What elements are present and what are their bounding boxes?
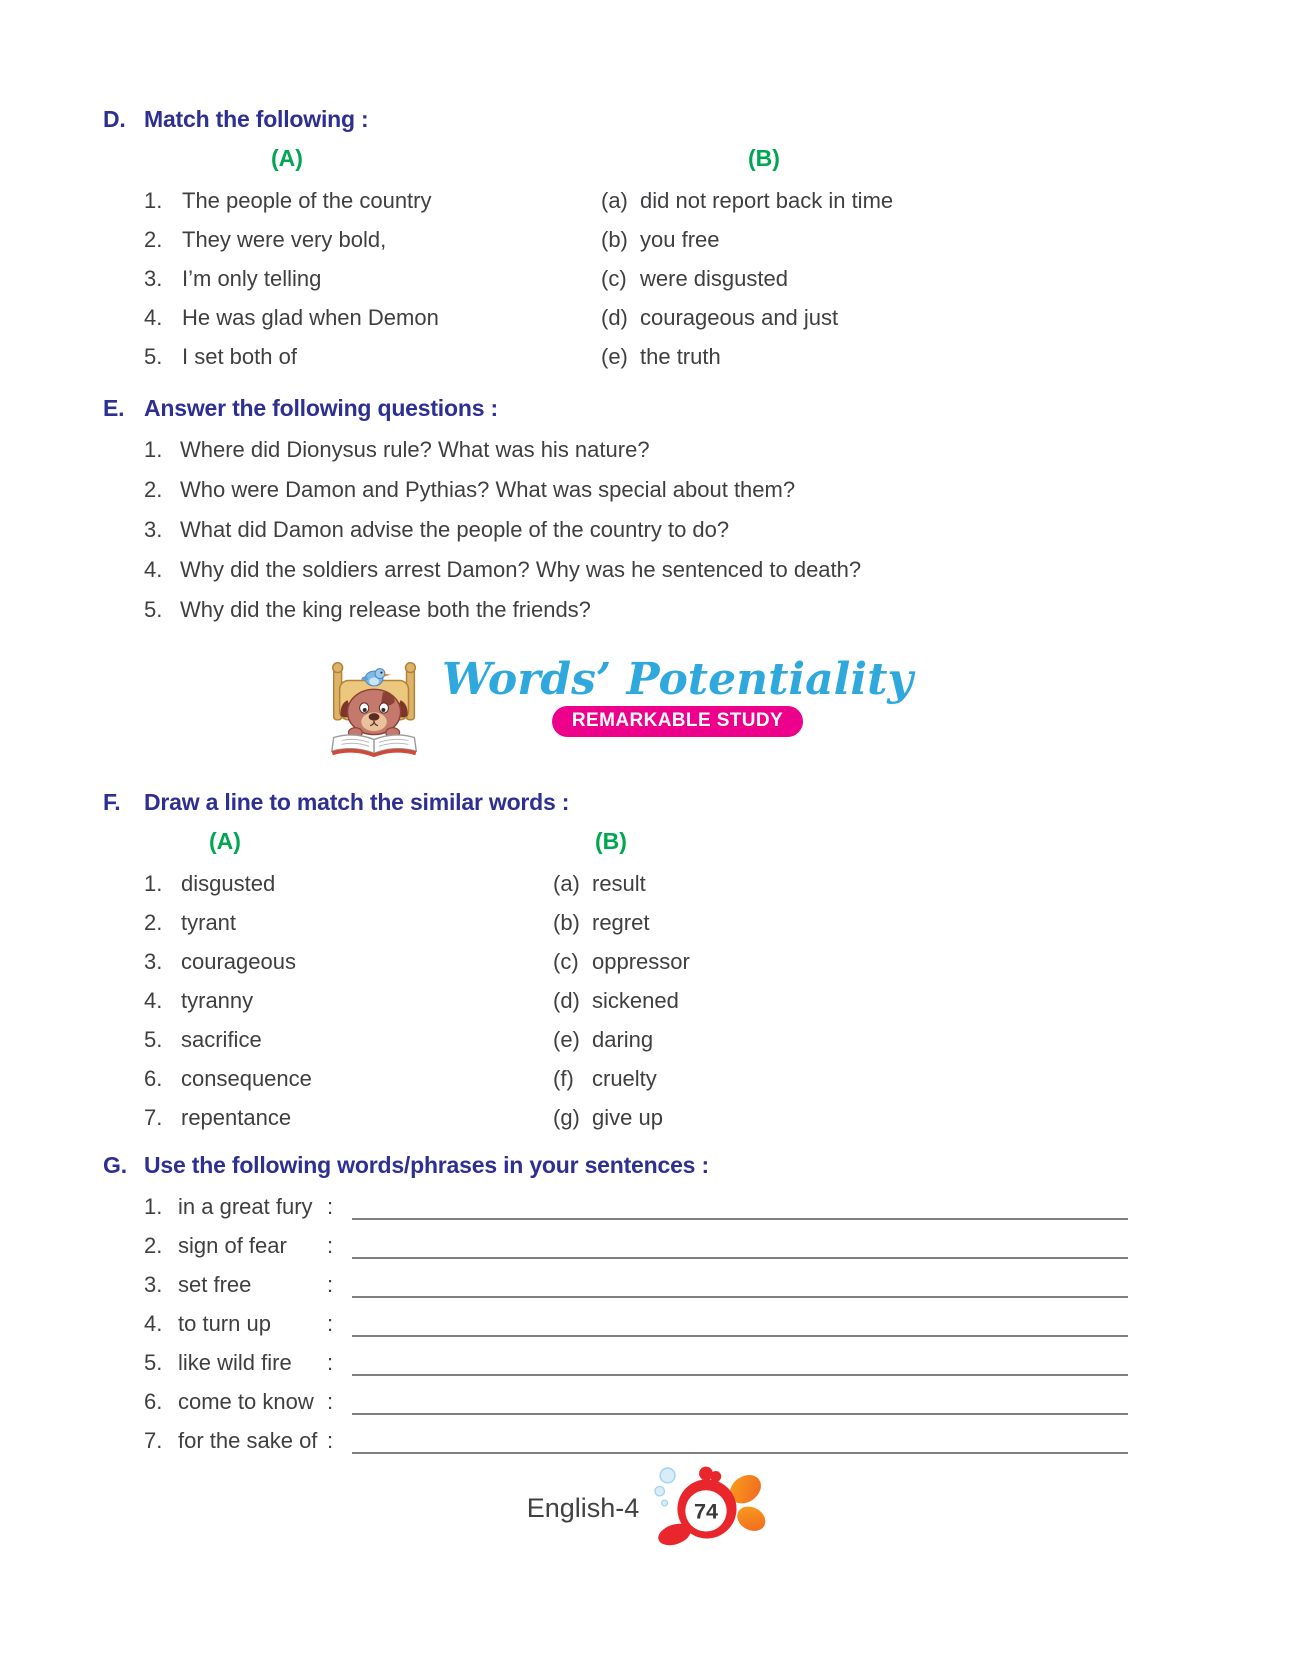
section-e-question-list (103, 430, 1128, 630)
column-b-item: cruelty (592, 1065, 657, 1091)
column-a-item: He was glad when Demon (182, 304, 439, 330)
item-letter: (c) (601, 265, 627, 291)
match-row (103, 298, 1128, 337)
fill-in-row (103, 1265, 1128, 1304)
section-title: Use the following words/phrases in your sentences : (144, 1151, 709, 1178)
question-text: Why did the soldiers arrest Damon? Why was he sentenced to death? (180, 557, 862, 582)
bubble-icon (660, 1468, 675, 1483)
item-number: 3. (144, 948, 163, 974)
item-number: 5. (144, 343, 163, 369)
match-row (103, 181, 1128, 220)
item-number: 4. (144, 304, 163, 330)
item-number: 2. (144, 477, 163, 502)
column-b-item: were disgusted (640, 265, 788, 291)
item-number: 3. (144, 1271, 163, 1297)
answer-line[interactable] (352, 1311, 1128, 1337)
item-number: 2. (144, 1232, 163, 1258)
section-letter: F. (103, 788, 121, 815)
question-text: What did Damon advise the people of the country to do? (180, 517, 730, 542)
item-letter: (e) (601, 343, 628, 369)
answer-line[interactable] (352, 1350, 1128, 1376)
answer-line[interactable] (352, 1272, 1128, 1298)
column-a-item: tyrant (181, 909, 237, 935)
section-f-heading (103, 786, 1128, 818)
item-letter: (g) (553, 1104, 580, 1130)
bubble-icon (662, 1500, 668, 1506)
column-a-item: disgusted (181, 870, 276, 896)
colon: : (327, 1193, 334, 1219)
phrase: come to know (178, 1388, 314, 1414)
item-number: 7. (144, 1427, 163, 1453)
question-text: Who were Damon and Pythias? What was special about them? (180, 477, 796, 502)
match-row (103, 864, 1128, 903)
item-letter: (c) (553, 948, 579, 974)
column-b-item: sickened (592, 987, 679, 1013)
fill-in-row (103, 1382, 1128, 1421)
phrase: for the sake of (178, 1427, 318, 1453)
column-a-item: The people of the country (182, 187, 432, 213)
column-a-item: I set both of (182, 343, 297, 369)
colon: : (327, 1271, 334, 1297)
item-number: 3. (144, 265, 163, 291)
item-number: 7. (144, 1104, 163, 1130)
column-a-header: (A) (209, 828, 241, 854)
phrase: sign of fear (178, 1232, 287, 1258)
column-a-item: sacrifice (181, 1026, 262, 1052)
match-row (103, 337, 1128, 376)
section-g-fill-list (103, 1187, 1128, 1460)
page-footer (0, 1455, 1296, 1551)
item-number: 1. (144, 437, 163, 462)
match-row (103, 259, 1128, 298)
item-number: 1. (144, 187, 163, 213)
column-b-header: (B) (595, 828, 627, 854)
page-number: 74 (694, 1498, 719, 1524)
column-b-item: did not report back in time (640, 187, 894, 213)
fill-in-row (103, 1304, 1128, 1343)
column-b-item: oppressor (592, 948, 690, 974)
match-row (103, 903, 1128, 942)
item-number: 2. (144, 226, 163, 252)
item-number: 5. (144, 1349, 163, 1375)
section-title: Match the following : (144, 105, 369, 132)
column-a-item: I’m only telling (182, 265, 322, 291)
phrase: to turn up (178, 1310, 271, 1336)
item-letter: (b) (553, 909, 580, 935)
colon: : (327, 1349, 334, 1375)
section-letter: E. (103, 394, 125, 421)
phrase: in a great fury (178, 1193, 313, 1219)
colon: : (327, 1388, 334, 1414)
section-f-column-headers (103, 818, 1128, 864)
column-b-item: give up (592, 1104, 663, 1130)
question-row (103, 470, 1128, 510)
section-title: Draw a line to match the similar words : (144, 788, 570, 815)
match-row (103, 1098, 1128, 1137)
fill-in-row (103, 1226, 1128, 1265)
section-e-heading (103, 392, 1128, 424)
section-letter: D. (103, 105, 126, 132)
item-number: 5. (144, 597, 163, 622)
phrase: like wild fire (178, 1349, 292, 1375)
item-number: 6. (144, 1388, 163, 1414)
item-number: 5. (144, 1026, 163, 1052)
item-letter: (f) (553, 1065, 574, 1091)
item-number: 1. (144, 870, 163, 896)
page-content (103, 0, 1128, 1460)
item-letter: (b) (601, 226, 628, 252)
section-g-heading (103, 1149, 1128, 1181)
question-row (103, 550, 1128, 590)
item-letter: (a) (553, 870, 580, 896)
column-a-item: They were very bold, (182, 226, 387, 252)
book-title: English-4 (526, 1492, 640, 1523)
match-row (103, 220, 1128, 259)
question-text: Why did the king release both the friends? (180, 597, 591, 622)
fill-in-row (103, 1187, 1128, 1226)
section-title: Answer the following questions : (144, 394, 498, 421)
item-letter: (d) (601, 304, 628, 330)
question-row (103, 430, 1128, 470)
match-row (103, 981, 1128, 1020)
column-b-item: courageous and just (640, 304, 839, 330)
item-number: 3. (144, 517, 163, 542)
column-a-header: (A) (271, 145, 303, 171)
item-number: 4. (144, 557, 163, 582)
section-f-match-list (103, 864, 1128, 1137)
question-text: Where did Dionysus rule? What was his nature? (180, 437, 650, 462)
section-letter: G. (103, 1151, 127, 1178)
fill-in-row (103, 1343, 1128, 1382)
answer-line[interactable] (352, 1389, 1128, 1415)
remarkable-study-badge: REMARKABLE STUDY (552, 706, 803, 737)
column-b-header: (B) (748, 145, 780, 171)
section-d-column-headers (103, 135, 1128, 181)
column-a-item: repentance (181, 1104, 292, 1130)
column-b-item: result (592, 870, 646, 896)
column-b-item: daring (592, 1026, 654, 1052)
question-row (103, 590, 1128, 630)
item-letter: (e) (553, 1026, 580, 1052)
question-row (103, 510, 1128, 550)
colon: : (327, 1427, 334, 1453)
colon: : (327, 1310, 334, 1336)
item-number: 4. (144, 1310, 163, 1336)
section-d-heading (103, 103, 1128, 135)
match-row (103, 942, 1128, 981)
column-b-item: regret (592, 909, 650, 935)
answer-line[interactable] (352, 1194, 1128, 1220)
bubble-icon (655, 1486, 664, 1495)
column-a-item: courageous (181, 948, 296, 974)
column-a-item: tyranny (181, 987, 254, 1013)
column-b-item: the truth (640, 343, 721, 369)
column-a-item: consequence (181, 1065, 312, 1091)
match-row (103, 1020, 1128, 1059)
words-potentiality-banner (103, 656, 1128, 766)
answer-line[interactable] (352, 1233, 1128, 1259)
fish-page-badge-icon (641, 1455, 769, 1551)
column-b-item: you free (640, 226, 720, 252)
banner-title: Words’ Potentiality (442, 654, 913, 705)
section-d-match-list (103, 181, 1128, 376)
item-letter: (d) (553, 987, 580, 1013)
reading-puppy-icon (318, 656, 436, 760)
colon: : (327, 1232, 334, 1258)
phrase: set free (178, 1271, 252, 1297)
banner-text (442, 656, 913, 737)
item-letter: (a) (601, 187, 628, 213)
answer-line[interactable] (352, 1428, 1128, 1454)
item-number: 1. (144, 1193, 163, 1219)
item-number: 4. (144, 987, 163, 1013)
match-row (103, 1059, 1128, 1098)
item-number: 2. (144, 909, 163, 935)
item-number: 6. (144, 1065, 163, 1091)
